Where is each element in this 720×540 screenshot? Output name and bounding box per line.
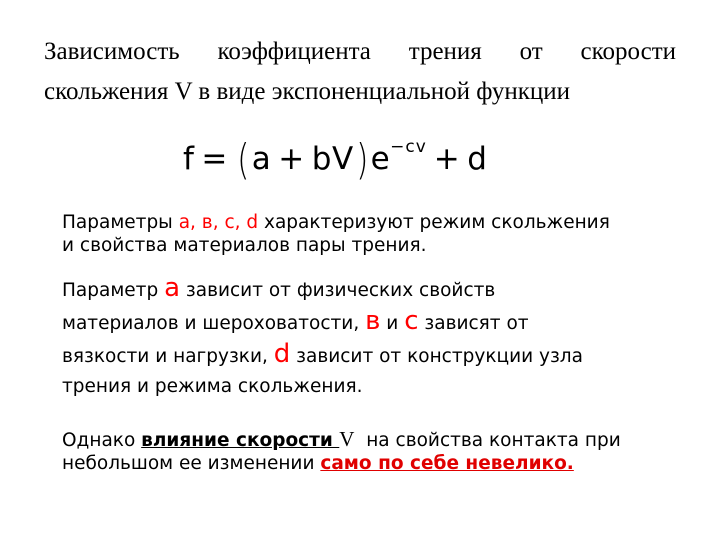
friction-formula <box>183 122 488 184</box>
formula-plus-2: + <box>433 141 461 177</box>
p3-v: V <box>339 427 355 451</box>
formula-f: f <box>183 141 195 177</box>
formula-bv: bV <box>311 141 354 177</box>
p1-rest: характеризуют режим скольжения <box>258 212 610 233</box>
formula-exponent: −cv <box>390 137 427 157</box>
formula-plus-1: + <box>278 141 305 177</box>
title-line-1: Зависимость коэффициента трения от скорости <box>44 38 676 65</box>
p3-conclusion: само по себе невелико. <box>320 453 574 474</box>
formula-right-paren: ) <box>355 135 369 184</box>
p2-prefix: Параметр <box>62 280 165 301</box>
formula-equals: = <box>201 141 228 177</box>
p2-param-c: с <box>404 306 419 336</box>
p2-text4: вязкости и нагрузки, <box>62 346 274 367</box>
p2-text6: трения и режима скольжения. <box>62 376 363 397</box>
p1-params: a, в, c, d <box>178 212 259 233</box>
formula-e: e <box>370 141 391 177</box>
p2-text3: зависят от <box>418 313 529 334</box>
title-line-2: скольжения V в виде экспоненциальной функции <box>44 78 571 105</box>
p1-prefix: Параметры <box>62 212 179 233</box>
p3-prefix: Однако <box>62 430 142 451</box>
p2-and: и <box>380 313 405 334</box>
p3-line2-prefix: небольшом ее изменении <box>62 453 321 474</box>
p1-line2: и свойства материалов пары трения. <box>62 235 427 256</box>
slide-title <box>44 32 676 112</box>
p2-text2: материалов и шероховатости, <box>62 313 366 334</box>
p3-influence: влияние скорости <box>141 430 340 451</box>
paragraph-parameter-dependencies <box>62 273 702 402</box>
p3-rest: на свойства контакта при <box>354 430 621 451</box>
paragraph-parameters <box>62 211 702 257</box>
formula-a: a <box>251 141 272 177</box>
formula-left-paren: ( <box>237 135 250 184</box>
formula-d: d <box>467 141 488 177</box>
p2-param-d: d <box>273 339 291 369</box>
p2-param-a: а <box>164 273 181 303</box>
p2-param-b: в <box>365 306 381 336</box>
paragraph-velocity-influence <box>62 428 702 475</box>
p2-text1: зависит от физических свойств <box>180 280 496 301</box>
p2-text5: зависит от конструкции узла <box>290 346 583 367</box>
